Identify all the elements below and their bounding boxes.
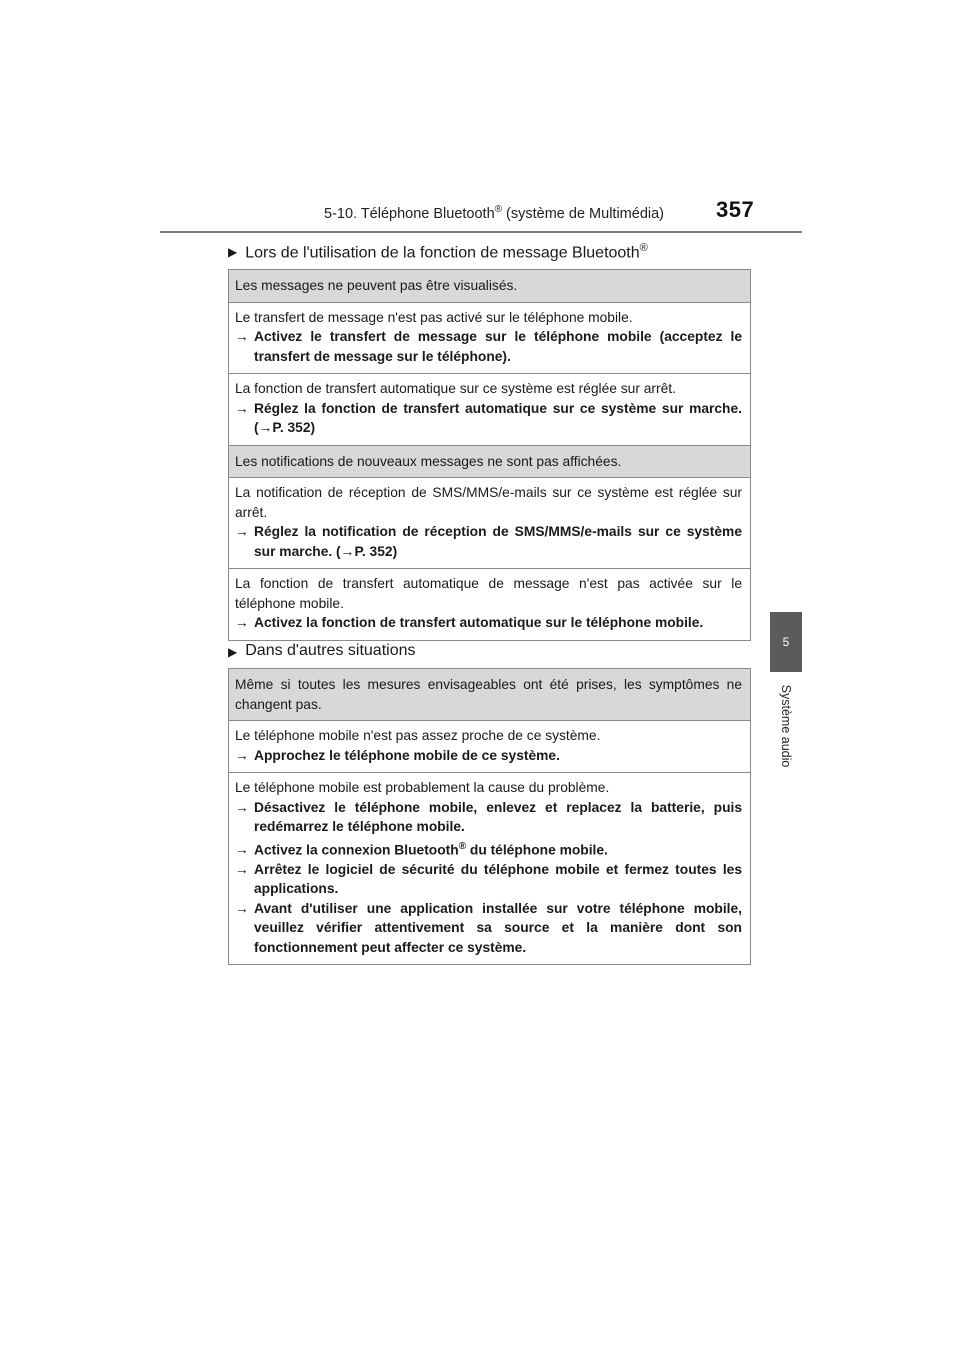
cause-remedy-cell: [229, 773, 751, 965]
table-row: [229, 478, 751, 569]
cause-text: La fonction de transfert automatique sur ce système est réglée sur arrêt.: [235, 381, 676, 396]
table-row: [229, 773, 751, 965]
bullet-arrow-icon: ▶: [228, 645, 238, 659]
header-title-prefix: 5-10. Téléphone Bluetooth: [324, 205, 495, 222]
header-title-suffix: (système de Multimédia): [502, 205, 664, 222]
cause-remedy-cell: [229, 374, 751, 446]
page-number: 357: [716, 197, 755, 222]
arrow-icon: →: [235, 799, 249, 815]
cause-remedy-cell: [229, 302, 751, 374]
remedy-text: → Approchez le téléphone mobile de ce système.: [235, 746, 742, 766]
bullet-arrow-icon: ▶: [228, 245, 238, 259]
section-heading-other-situations: [228, 642, 416, 660]
remedy-text: → Activez la fonction de transfert automatique sur le téléphone mobile.: [235, 613, 742, 633]
section-heading-text: Lors de l'utilisation de la fonction de message Bluetooth®: [245, 242, 648, 262]
cause-remedy-cell: [229, 478, 751, 569]
remedy-text: → Réglez la notification de réception de SMS/MMS/e-mails sur ce système sur marche. (→P. 352): [235, 524, 742, 559]
table-row: [229, 669, 751, 721]
header-title: [324, 204, 664, 222]
header-divider: [160, 231, 802, 233]
cause-text: La notification de réception de SMS/MMS/e-mails sur ce système est réglée sur arrêt.: [235, 485, 742, 520]
arrow-icon: →: [340, 543, 355, 559]
symptom-cell: Les notifications de nouveaux messages ne sont pas affichées.: [229, 445, 751, 478]
arrow-icon: →: [235, 747, 249, 763]
arrow-icon: →: [235, 329, 249, 344]
arrow-icon: →: [235, 400, 249, 416]
arrow-icon: →: [235, 861, 249, 877]
arrow-icon: →: [235, 524, 249, 539]
registered-mark: ®: [494, 204, 503, 215]
remedy-text: → Désactivez le téléphone mobile, enlevez et replacez la batterie, puis redémarrez le téléphone mobile.: [235, 799, 742, 834]
cause-remedy-cell: [229, 569, 751, 641]
arrow-icon: →: [258, 420, 273, 435]
remedy-text: → Activez le transfert de message sur le téléphone mobile (acceptez le transfert de message sur le téléphone).: [235, 329, 742, 364]
cause-text: Le téléphone mobile n'est pas assez proche de ce système.: [235, 728, 601, 743]
remedy-text: → Réglez la fonction de transfert automatique sur ce système sur marche. (→P. 352): [235, 400, 742, 435]
registered-mark: ®: [458, 840, 467, 852]
arrow-icon: →: [235, 842, 249, 858]
remedy-text: → Arrêtez le logiciel de sécurité du téléphone mobile et fermez toutes les applications.: [235, 861, 742, 897]
cause-remedy-cell: [229, 721, 751, 773]
table-row: [229, 569, 751, 641]
chapter-side-label: Système audio: [779, 684, 793, 768]
arrow-icon: →: [235, 900, 249, 916]
symptom-cell: Les messages ne peuvent pas être visualisés.: [229, 270, 751, 303]
symptom-cell: Même si toutes les mesures envisageables ont été prises, les symptômes ne changent pas.: [229, 669, 751, 721]
registered-mark: ®: [639, 242, 648, 254]
section-heading-text: Dans d'autres situations: [245, 642, 416, 659]
cause-text: Le téléphone mobile est probablement la cause du problème.: [235, 780, 610, 795]
table-row: [229, 374, 751, 446]
table-row: [229, 445, 751, 478]
table-row: [229, 270, 751, 303]
table-row: [229, 302, 751, 374]
troubleshooting-table-other: [228, 668, 751, 965]
section-heading-bluetooth-message: [228, 242, 648, 262]
page-reference-link[interactable]: P. 352): [272, 420, 316, 435]
cause-text: La fonction de transfert automatique de message n'est pas activée sur le téléphone mobile.: [235, 576, 742, 611]
remedy-text: → Activez la connexion Bluetooth® du téléphone mobile.: [235, 837, 742, 860]
troubleshooting-table-messages: [228, 269, 751, 641]
page-reference-link[interactable]: P. 352): [354, 543, 398, 559]
table-row: [229, 721, 751, 773]
arrow-icon: →: [235, 615, 249, 630]
chapter-tab[interactable]: 5: [770, 612, 802, 672]
remedy-text: → Avant d'utiliser une application installée sur votre téléphone mobile, veuillez vérifier attentivement sa source et la manière dont son fonctionnement peut affecter ce système.: [235, 900, 742, 955]
cause-text: Le transfert de message n'est pas activé sur le téléphone mobile.: [235, 309, 633, 325]
